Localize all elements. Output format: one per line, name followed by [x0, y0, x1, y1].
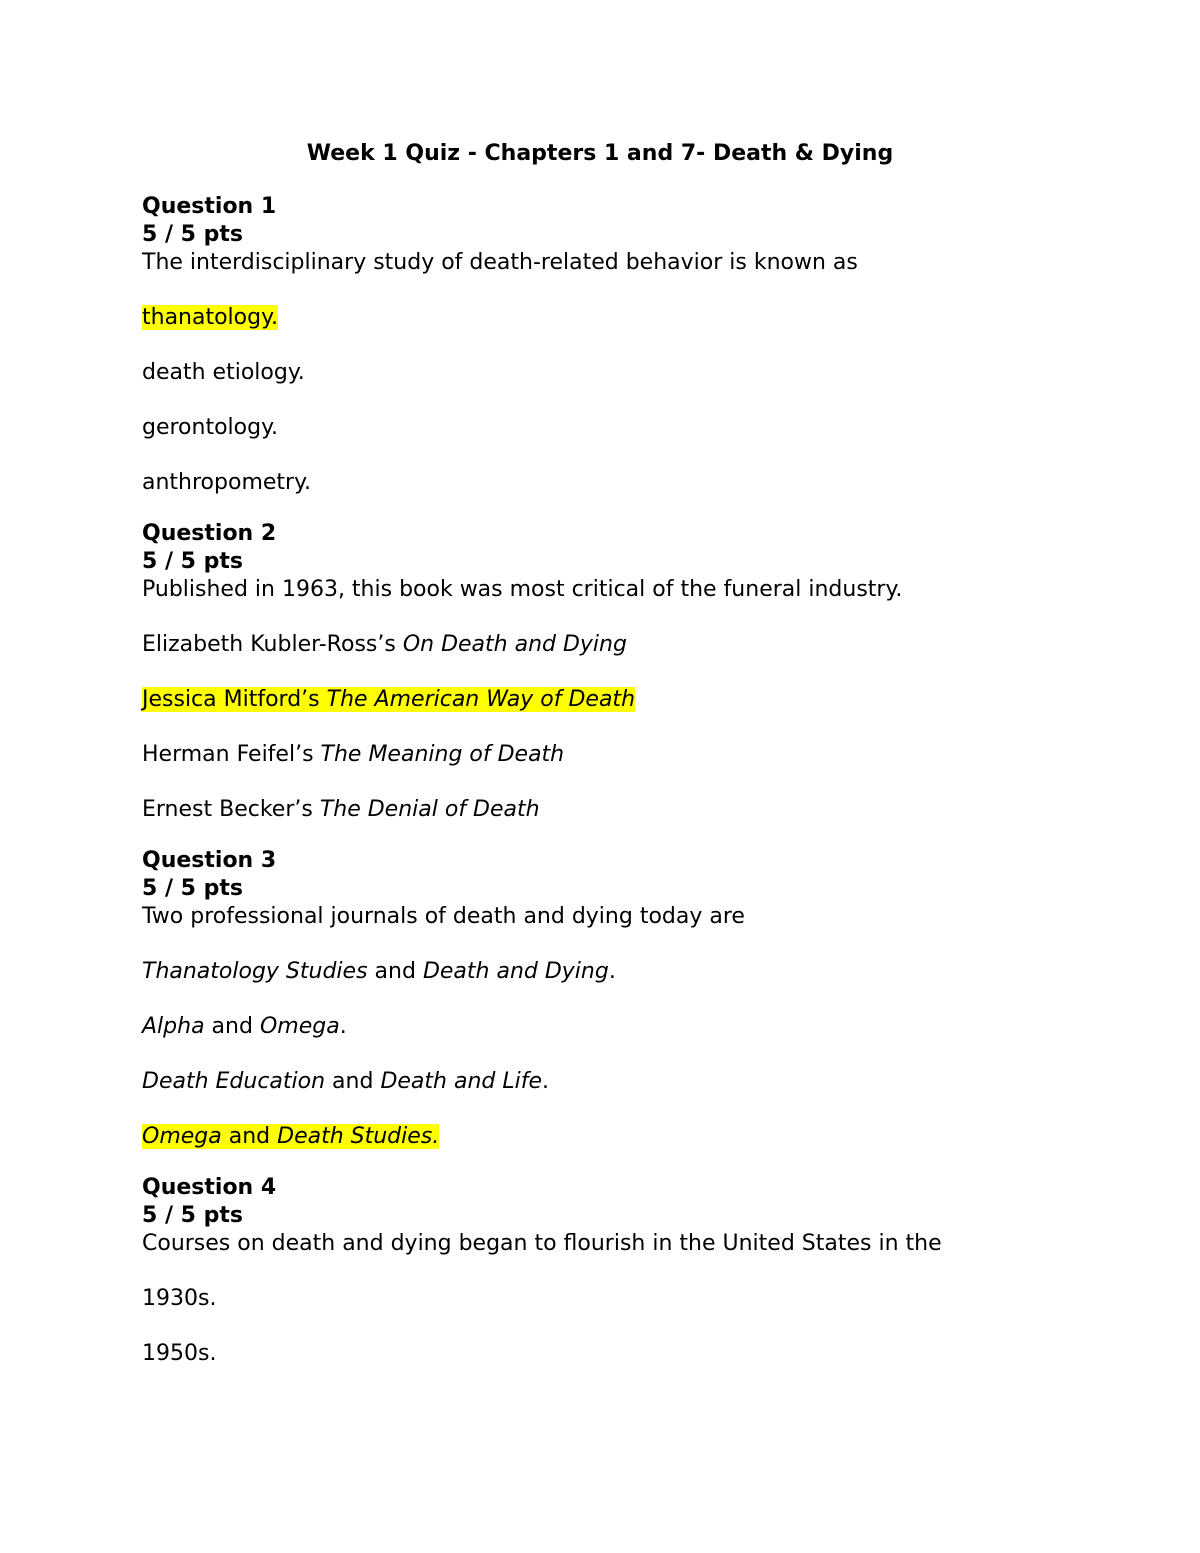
journal-name: Death Studies.	[277, 1124, 440, 1149]
document-title: Week 1 Quiz - Chapters 1 and 7- Death & Dying	[306, 141, 894, 166]
answer-text: 1930s.	[142, 1286, 217, 1311]
question-block	[142, 1174, 1102, 1368]
answer-option	[142, 796, 1102, 824]
question-text: The interdisciplinary study of death-related behavior is known as	[142, 250, 858, 275]
answer-option	[142, 686, 1102, 714]
answer-option	[142, 631, 1102, 659]
journal-name: Omega	[259, 1014, 340, 1039]
question-text: Courses on death and dying began to flourish in the United States in the	[142, 1231, 942, 1256]
journal-name: Death Education	[142, 1069, 326, 1094]
question-text: Two professional journals of death and dying today are	[142, 904, 745, 929]
question-points: 5 / 5 pts	[142, 222, 243, 247]
answer-option	[142, 414, 1102, 442]
answer-text: gerontology.	[142, 415, 278, 440]
answer-option	[142, 741, 1102, 769]
question-list	[142, 193, 1102, 1391]
correct-answer-highlight	[142, 1124, 439, 1149]
answer-punctuation: .	[339, 1014, 347, 1039]
answer-book-title: On Death and Dying	[402, 632, 627, 657]
answer-option	[142, 958, 1102, 986]
answer-option	[142, 1340, 1102, 1368]
answer-author: Jessica Mitford’s	[142, 687, 327, 712]
journal-name: Thanatology Studies	[142, 959, 368, 984]
correct-answer-highlight	[142, 687, 635, 712]
answer-punctuation: .	[608, 959, 616, 984]
answer-option	[142, 1285, 1102, 1313]
answer-option	[142, 1123, 1102, 1151]
journal-name: Omega	[142, 1124, 222, 1149]
question-heading: Question 1	[142, 194, 277, 219]
question-block	[142, 193, 1102, 497]
answer-text: death etiology.	[142, 360, 305, 385]
answer-option	[142, 304, 1102, 332]
answer-option	[142, 1068, 1102, 1096]
answer-book-title: The American Way of Death	[326, 687, 636, 712]
answer-author: Elizabeth Kubler-Ross’s	[142, 632, 403, 657]
answer-book-title: The Denial of Death	[319, 797, 540, 822]
answer-book-title: The Meaning of Death	[320, 742, 565, 767]
answer-connector: and	[221, 1124, 278, 1149]
question-block	[142, 847, 1102, 1151]
answer-option	[142, 1013, 1102, 1041]
question-text: Published in 1963, this book was most critical of the funeral industry.	[142, 577, 903, 602]
answer-text: 1950s.	[142, 1341, 217, 1366]
correct-answer-highlight	[142, 305, 278, 330]
answer-option	[142, 469, 1102, 497]
answer-author: Ernest Becker’s	[142, 797, 320, 822]
answer-connector: and	[204, 1014, 260, 1039]
journal-name: Death and Life	[380, 1069, 542, 1094]
answer-author: Herman Feifel’s	[142, 742, 321, 767]
question-points: 5 / 5 pts	[142, 1203, 243, 1228]
answer-punctuation: .	[542, 1069, 549, 1094]
question-heading: Question 3	[142, 848, 277, 873]
question-points: 5 / 5 pts	[142, 549, 243, 574]
question-block	[142, 520, 1102, 824]
question-heading: Question 2	[142, 521, 277, 546]
answer-connector: and	[367, 959, 423, 984]
question-heading: Question 4	[142, 1175, 277, 1200]
answer-text: anthropometry.	[142, 470, 311, 495]
journal-name: Alpha	[142, 1014, 205, 1039]
answer-text: thanatology.	[142, 305, 278, 330]
journal-name: Death and Dying	[422, 959, 609, 984]
question-points: 5 / 5 pts	[142, 876, 243, 901]
answer-connector: and	[325, 1069, 381, 1094]
answer-option	[142, 359, 1102, 387]
